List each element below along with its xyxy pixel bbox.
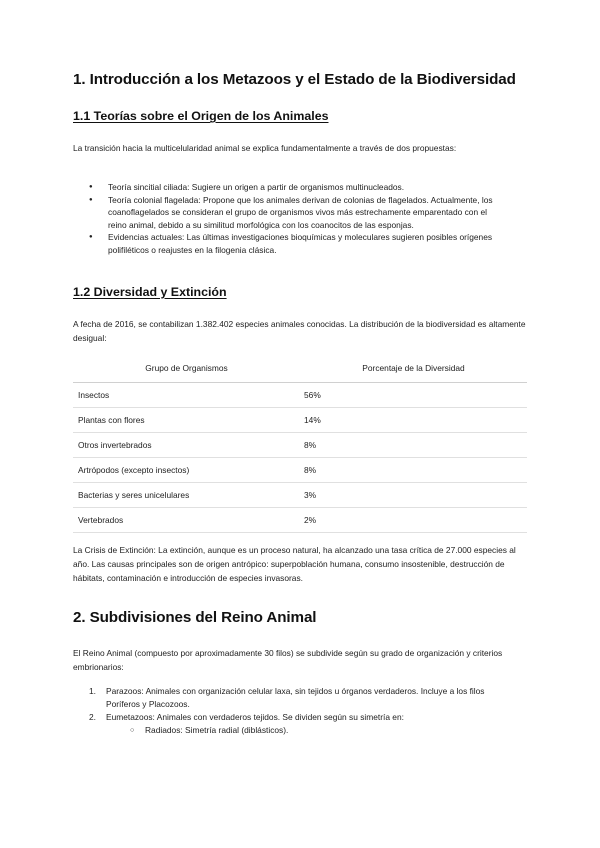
- extinction-crisis-paragraph: La Crisis de Extinción: La extinción, aunque es un proceso natural, ha alcanzado una tasa crítica de 27.000 especies al año. Las causas principales son de origen antrópico: superpoblación humana, consumo insostenible, destrucción de hábitats, contaminación e introducción de especies invasoras.: [73, 545, 516, 583]
- section-2-heading: 2. Subdivisiones del Reino Animal: [73, 609, 317, 626]
- table-row: [73, 457, 527, 482]
- table-cell-group: Artrópodos (excepto insectos): [73, 457, 300, 482]
- list-item-text: Parazoos: Animales con organización celular laxa, sin tejidos u órganos verdaderos. Incluye a los filos Poríferos y Placozoos.: [106, 686, 485, 709]
- list-item: ○ Radiados: Simetría radial (diblásticos).: [73, 724, 527, 737]
- eumetazoa-sublist: [73, 724, 527, 737]
- table-row: [73, 432, 527, 457]
- table-cell-percentage: 56%: [300, 382, 527, 407]
- list-item: [73, 711, 527, 724]
- section-1-2-intro: A fecha de 2016, se contabilizan 1.382.402 especies animales conocidas. La distribución de la biodiversidad es altamente desigual:: [73, 319, 526, 343]
- section-2-intro: El Reino Animal (compuesto por aproximadamente 30 filos) se subdivide según su grado de organización y criterios embrionarios:: [73, 648, 503, 672]
- table-cell-group: Plantas con flores: [73, 407, 300, 432]
- table-cell-percentage: 8%: [300, 432, 527, 457]
- table-row: [73, 407, 527, 432]
- table-cell-group: Vertebrados: [73, 507, 300, 532]
- list-number: 2.: [89, 712, 96, 722]
- subdivisions-list: [73, 685, 527, 724]
- table-row: [73, 507, 527, 532]
- list-item: ● Evidencias actuales: Las últimas investigaciones bioquímicas y moleculares sugieren posibles orígenes polifiléticos o reajustes en la filogenia clásica.: [73, 231, 527, 256]
- list-item: ● Teoría colonial flagelada: Propone que los animales derivan de colonias de flagelados. Actualmente, los coanoflagelados se consideran el grupo de organismos vivos más estrechamente emparentado con el reino animal, debido a su similitud morfológica con los coanocitos de las esponjas.: [73, 194, 527, 232]
- table-cell-group: Insectos: [73, 382, 300, 407]
- origin-theories-list: [73, 181, 527, 256]
- biodiversity-table: [73, 354, 527, 533]
- table-row: [73, 482, 527, 507]
- column-header-percentage: Porcentaje de la Diversidad: [300, 354, 527, 382]
- table-cell-group: Bacterias y seres unicelulares: [73, 482, 300, 507]
- table-header-row: [73, 354, 527, 382]
- section-1-1-intro: La transición hacia la multicelularidad animal se explica fundamentalmente a través de dos propuestas:: [73, 143, 457, 153]
- list-item-text: Eumetazoos: Animales con verdaderos tejidos. Se dividen según su simetría en:: [106, 712, 404, 722]
- list-item: ● Teoría sincitial ciliada: Sugiere un origen a partir de organismos multinucleados.: [73, 181, 527, 194]
- table-cell-percentage: 14%: [300, 407, 527, 432]
- table-cell-percentage: 3%: [300, 482, 527, 507]
- list-number: 1.: [89, 686, 96, 696]
- section-1-1-heading: 1.1 Teorías sobre el Origen de los Animales: [73, 109, 329, 123]
- table-cell-group: Otros invertebrados: [73, 432, 300, 457]
- table-cell-percentage: 2%: [300, 507, 527, 532]
- list-item: [73, 685, 527, 711]
- table-row: [73, 382, 527, 407]
- table-cell-percentage: 8%: [300, 457, 527, 482]
- section-1-2-heading: 1.2 Diversidad y Extinción: [73, 285, 227, 299]
- section-1-heading: 1. Introducción a los Metazoos y el Estado de la Biodiversidad: [73, 71, 516, 88]
- column-header-group: Grupo de Organismos: [73, 354, 300, 382]
